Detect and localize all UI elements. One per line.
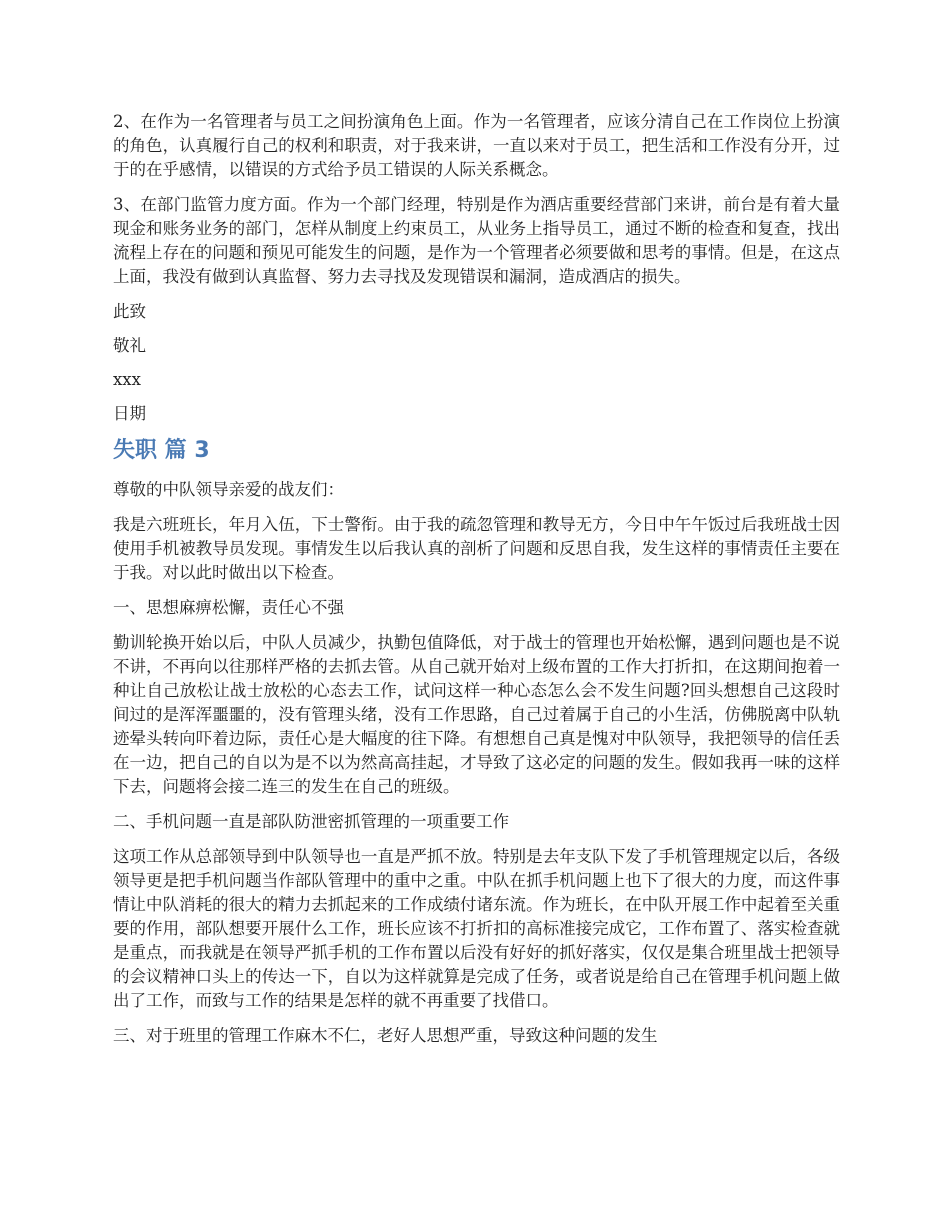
date-line: 日期 — [113, 404, 146, 423]
paragraph-introduction: 我是六班班长，年月入伍，下士警衔。由于我的疏忽管理和教导无方，今日中午午饭过后我班战士因使用手机被教导员发现。事情发生以后我认真的剖析了问题和反思自我，发生这样的事情责任主要在于我。对以此时做出以下检查。 — [113, 515, 840, 582]
paragraph-point-two: 这项工作从总部领导到中队领导也一直是严抓不放。特别是去年支队下发了手机管理规定以后，各级领导更是把手机问题当作部队管理中的重中之重。中队在抓手机问题上也下了很大的力度，而这件事情让中队消耗的很大的精力去抓起来的工作成绩付诸东流。作为班长，在中队开展工作中起着至关重要的作用，部队想要开展什么工作，班长应该不打折扣的高标准接完成它，工作布置了、落实检查就是重点，而我就是在领导严抓手机的工作布置以后没有好好的抓好落实，仅仅是集合班里战士把领导的会议精神口头上的传达一下，自以为这样就算是完成了任务，或者说是给自己在管理手机问题上做出了工作，而致与工作的结果是怎样的就不再重要了找借口。 — [113, 847, 840, 1010]
heading-point-three: 三、对于班里的管理工作麻木不仁，老好人思想严重，导致这种问题的发生 — [113, 1026, 658, 1045]
paragraph-management-role: 2、在作为一名管理者与员工之间扮演角色上面。作为一名管理者，应该分清自己在工作岗位上扮演的角色，认真履行自己的权利和职责，对于我来讲，一直以来对于员工，把生活和工作没有分开，过于的在乎感情，以错误的方式给予员工错误的人际关系概念。 — [113, 112, 840, 179]
signature: xxx — [113, 370, 141, 389]
paragraph-point-one: 勤训轮换开始以后，中队人员减少，执勤包值降低，对于战士的管理也开始松懈，遇到问题也是不说不讲，不再向以往那样严格的去抓去管。从自己就开始对上级布置的工作大打折扣，在这期间抱着一种让自己放松让战士放松的心态去工作，试问这样一种心态怎么会不发生问题?回头想想自己这段时间过的是浑浑噩噩的，没有管理头绪，没有工作思路，自己过着属于自己的小生活，仿佛脱离中队轨迹晕头转向吓着边际，责任心是大幅度的往下降。有想想自己真是愧对中队领导，我把领导的信任丢在一边，把自己的自以为是不以为然高高挂起，才导致了这必定的问题的发生。假如我再一味的这样下去，问题将会接二连三的发生在自己的班级。 — [113, 633, 840, 796]
heading-point-two: 二、手机问题一直是部队防泄密抓管理的一项重要工作 — [113, 812, 509, 831]
paragraph-department-supervision: 3、在部门监管力度方面。作为一个部门经理，特别是作为酒店重要经营部门来讲，前台是有着大量现金和账务业务的部门，怎样从制度上约束员工，从业务上指导员工，通过不断的检查和复查，找出流程上存在的问题和预见可能发生的问题，是作为一个管理者必须要做和思考的事情。但是，在这点上面，我没有做到认真监督、努力去寻找及发现错误和漏洞，造成酒店的损失。 — [113, 195, 840, 286]
salutation: 尊敬的中队领导亲爱的战友们： — [113, 480, 344, 499]
document-body — [113, 110, 840, 1059]
heading-point-one: 一、思想麻痹松懈，责任心不强 — [113, 598, 344, 617]
closing-line-jingli: 敬礼 — [113, 336, 146, 355]
closing-line-cizhi: 此致 — [113, 302, 146, 321]
section-title: 失职 篇 3 — [113, 438, 210, 463]
